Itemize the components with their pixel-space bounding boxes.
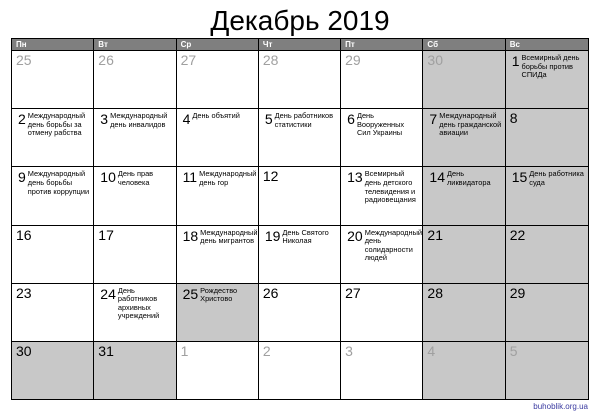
day-cell[interactable] [177,341,259,399]
day-cell[interactable] [177,50,259,108]
weekday-fri: Пт [341,39,423,50]
event-label: День ликвидатора [447,169,491,187]
day-cell[interactable] [423,108,505,166]
day-cell[interactable] [12,50,94,108]
day-cell[interactable] [177,166,259,224]
day-number: 6 [347,111,355,128]
day-cell[interactable] [259,225,341,283]
day-cell[interactable] [341,50,423,108]
day-number: 16 [16,226,32,243]
event-label: Всемирный день борьбы против СПИДа [521,53,580,80]
calendar-grid [12,50,588,399]
event-label: День прав человека [117,169,154,187]
day-cell[interactable] [12,225,94,283]
day-number: 28 [262,52,279,68]
day-number: 27 [345,284,361,301]
day-cell[interactable] [12,341,94,399]
day-cell[interactable] [94,225,176,283]
day-number: 30 [427,52,443,68]
day-cell[interactable] [177,283,259,341]
weekday-header [12,39,588,50]
day-cell[interactable] [259,283,341,341]
day-cell[interactable] [341,283,423,341]
event-label: Международный день инвалидов [110,111,168,129]
day-number: 1 [511,53,520,69]
day-cell[interactable] [259,166,341,224]
event-label: Международный день мигрантов [200,227,258,246]
event-label: День работников архивных учреждений [117,285,160,321]
day-number: 18 [182,227,199,244]
event-label: Всемирный день детского телевидения и радиовещания [364,169,416,205]
weekday-mon: Пн [12,39,94,50]
day-number: 7 [429,111,438,128]
day-number: 21 [427,226,443,243]
day-number: 3 [100,111,109,128]
day-cell[interactable] [423,341,505,399]
day-number: 9 [18,169,26,186]
day-number: 2 [18,111,26,128]
day-cell[interactable] [506,108,588,166]
day-number: 10 [100,169,116,186]
day-cell[interactable] [12,108,94,166]
day-number: 24 [100,285,116,302]
weekday-sat: Сб [423,39,505,50]
day-cell[interactable] [12,283,94,341]
day-cell[interactable] [341,166,423,224]
day-cell[interactable] [259,341,341,399]
day-number: 4 [182,111,191,128]
day-cell[interactable] [506,225,588,283]
day-cell[interactable] [506,341,588,399]
day-cell[interactable] [94,341,176,399]
day-number: 22 [509,226,526,243]
day-cell[interactable] [423,283,505,341]
day-number: 2 [262,342,271,359]
weekday-thu: Чт [259,39,341,50]
event-label: Международный день гражданской авиации [439,111,502,138]
day-number: 14 [429,169,445,186]
day-number: 17 [98,226,114,243]
day-number: 29 [509,284,526,301]
day-cell[interactable] [177,225,259,283]
day-cell[interactable] [259,108,341,166]
event-label: День Святого Николая [282,227,329,246]
day-number: 11 [182,169,198,186]
day-number: 27 [180,52,197,68]
day-number: 1 [180,342,189,359]
day-number: 25 [182,285,199,302]
day-cell[interactable] [506,283,588,341]
day-number: 8 [509,110,518,127]
weekday-tue: Вт [94,39,176,50]
day-cell[interactable] [94,50,176,108]
day-number: 19 [264,227,281,244]
day-cell[interactable] [94,108,176,166]
day-number: 5 [264,111,273,128]
day-number: 13 [347,169,363,186]
day-number: 3 [345,342,353,359]
day-number: 15 [511,169,528,186]
page-title: Декабрь 2019 [210,5,390,36]
day-cell[interactable] [341,225,423,283]
event-label: День работников статистики [274,111,334,129]
day-cell[interactable] [506,50,588,108]
day-cell[interactable] [94,283,176,341]
event-label: Международный день борьбы против коррупции [27,169,90,196]
day-number: 30 [16,342,32,359]
source-credit[interactable]: buhoblik.org.ua [533,402,588,411]
day-cell[interactable] [259,50,341,108]
day-number: 20 [347,227,363,244]
weekday-wed: Ср [177,39,259,50]
day-cell[interactable] [423,50,505,108]
event-label: День работника суда [529,169,584,187]
day-cell[interactable] [506,166,588,224]
day-number: 4 [427,342,436,359]
day-cell[interactable] [423,225,505,283]
day-number: 25 [16,52,32,68]
day-cell[interactable] [94,166,176,224]
day-number: 31 [98,342,114,359]
event-label: День Вооруженных Сил Украины [356,111,405,138]
day-number: 26 [262,284,279,301]
event-label: День объятий [192,111,240,121]
day-number: 26 [98,52,114,68]
day-cell[interactable] [423,166,505,224]
day-number: 29 [345,52,361,68]
event-label: Рождество Христово [200,285,238,304]
event-label: Международный день борьбы за отмену рабства [27,111,86,138]
event-label: Международный день солидарности людей [364,227,423,263]
weekday-sun: Вс [509,40,520,49]
day-cell[interactable] [12,166,94,224]
day-cell[interactable] [177,108,259,166]
day-number: 12 [262,168,279,185]
day-number: 5 [509,342,518,359]
day-number: 28 [427,284,443,301]
day-cell[interactable] [341,108,423,166]
day-cell[interactable] [341,341,423,399]
event-label: Международный день гор [199,169,257,187]
calendar [11,38,589,400]
day-number: 23 [16,284,32,301]
